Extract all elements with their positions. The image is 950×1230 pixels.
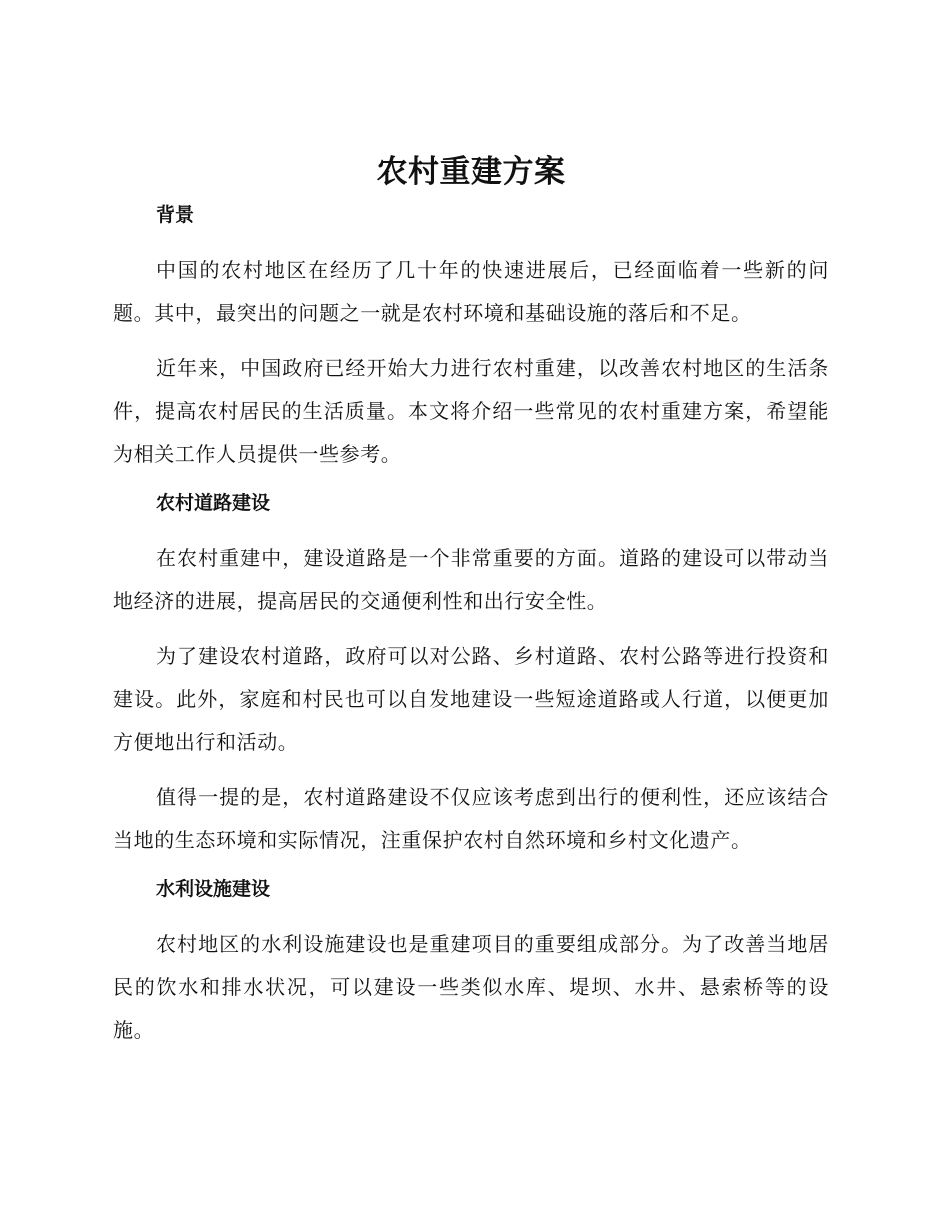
paragraph: 农村地区的水利设施建设也是重建项目的重要组成部分。为了改善当地居民的饮水和排水状况，可以建设一些类似水库、堤坝、水井、悬索桥等的设施。	[113, 932, 829, 1042]
paragraph: 在农村重建中，建设道路是一个非常重要的方面。道路的建设可以带动当地经济的进展，提高居民的交通便利性和出行安全性。	[113, 546, 829, 613]
section-heading-water-facilities: 水利设施建设	[156, 878, 271, 900]
paragraph: 为了建设农村道路，政府可以对公路、乡村道路、农村公路等进行投资和建设。此外，家庭和村民也可以自发地建设一些短途道路或人行道，以便更加方便地出行和活动。	[113, 644, 829, 754]
document-title: 农村重建方案	[376, 154, 566, 190]
document-page	[113, 150, 829, 1064]
section-heading-background: 背景	[156, 204, 195, 226]
section-rural-roads	[113, 488, 829, 862]
section-water-facilities	[113, 874, 829, 1052]
section-background	[113, 200, 829, 476]
paragraph: 近年来，中国政府已经开始大力进行农村重建，以改善农村地区的生活条件，提高农村居民的生活质量。本文将介绍一些常见的农村重建方案，希望能为相关工作人员提供一些参考。	[113, 356, 829, 466]
paragraph: 中国的农村地区在经历了几十年的快速进展后，已经面临着一些新的问题。其中，最突出的问题之一就是农村环境和基础设施的落后和不足。	[113, 258, 829, 325]
paragraph: 值得一提的是，农村道路建设不仅应该考虑到出行的便利性，还应该结合当地的生态环境和实际情况，注重保护农村自然环境和乡村文化遗产。	[113, 785, 829, 852]
section-heading-rural-roads: 农村道路建设	[156, 492, 271, 514]
